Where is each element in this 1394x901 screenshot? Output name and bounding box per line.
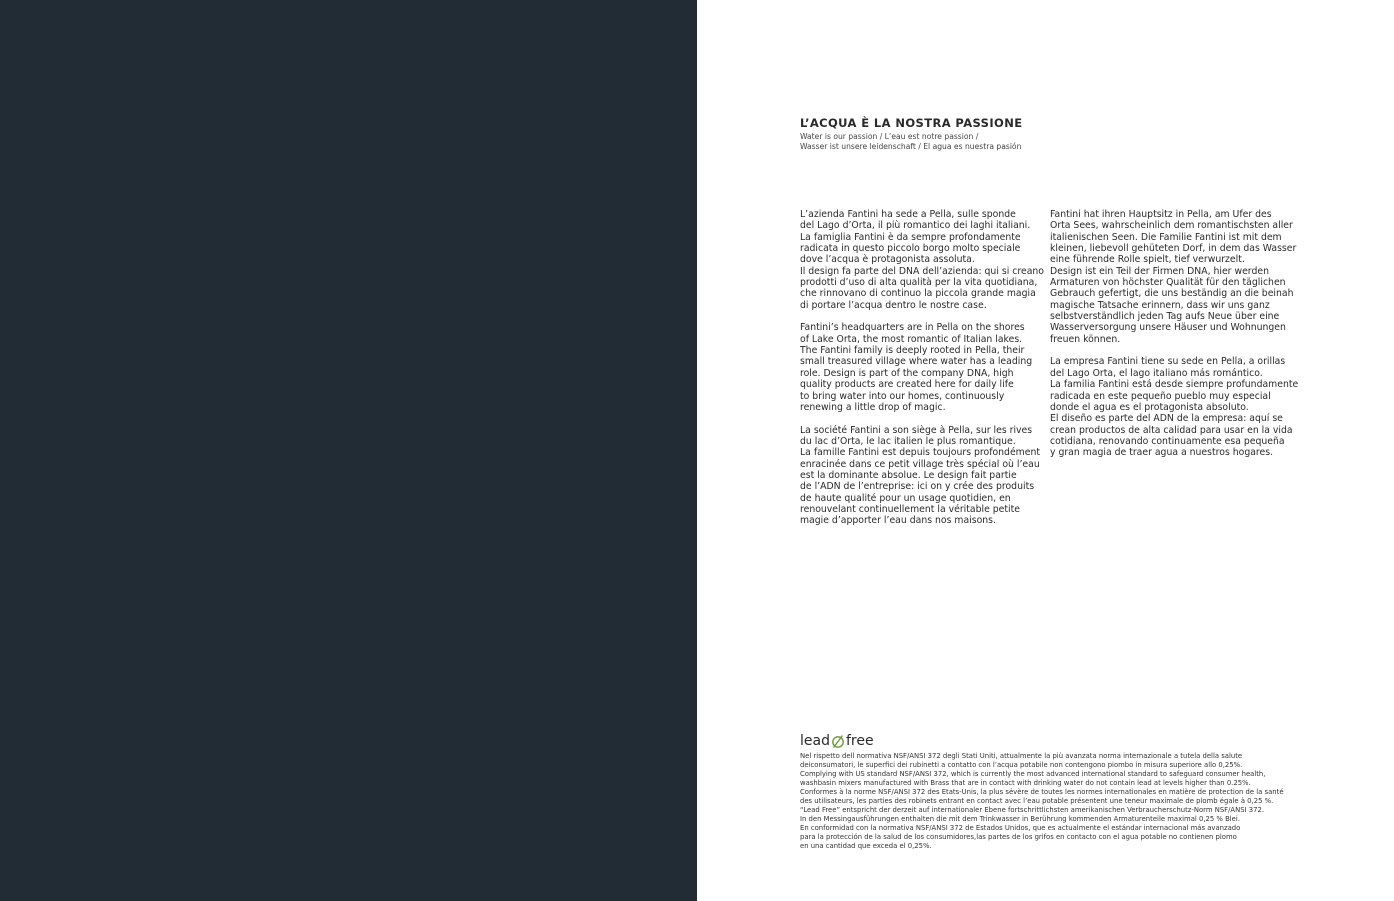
text-line: del Lago Orta, el lago italiano más romántico. [1050,367,1263,379]
text-line: crean productos de alta calidad para usar en la vida [1050,424,1293,436]
text-line: italienischen Seen. Die Familie Fantini ist mit dem [1050,231,1282,243]
text-column-right [1050,209,1299,470]
text-line: Fantini hat ihren Hauptsitz in Pella, am Ufer des [1050,209,1272,220]
subtitle-line: Wasser ist unsere leidenschaft / El agua es nuestra pasión [800,141,1022,151]
lead-free-logo [800,732,874,750]
paragraph [1050,209,1297,345]
text-line: La famiglia Fantini è da sempre profondamente [800,231,1021,243]
disclaimer-line: Complying with US standard NSF/ANSI 372, which is currently the most advanced international standard to safeguard consumer health, [800,770,1266,779]
text-line: L’azienda Fantini ha sede a Pella, sulle sponde [800,209,1016,220]
disclaimer-line: Conformes à la norme NSF/ANSI 372 des Etats-Unis, la plus sévère de toutes les normes internationales en matière de protection de la santé [800,788,1284,797]
text-line: prodotti d’uso di alta qualità per la vita quotidiana, [800,277,1038,289]
leaf-icon [831,733,845,749]
text-line: radicata in questo piccolo borgo molto speciale [800,243,1021,255]
text-line: magische Tatsache erinnern, dass wir uns ganz [1050,299,1270,311]
text-line: cotidiana, renovando continuamente esa pequeña [1050,435,1285,447]
text-column-left [800,209,1044,538]
disclaimer-line: “Lead Free” entspricht der derzeit auf internationaler Ebene fortschrittlichsten amerikanischen Verbraucherschutz-Norm NSF/ANSI 372. [800,806,1264,815]
lead-free-disclaimer [800,752,1284,852]
text-line: quality products are created here for daily life [800,379,1014,391]
text-line: del Lago d’Orta, il più romantico dei laghi italiani. [800,220,1031,232]
text-line: di portare l’acqua dentro le nostre case. [800,299,987,311]
text-line: Gebrauch gefertigt, die uns beständig an die beinah [1050,288,1294,300]
text-line: Wasserversorgung unsere Häuser und Wohnungen [1050,322,1286,334]
text-line: Design ist ein Teil der Firmen DNA, hier werden [1050,265,1269,277]
lead-free-logo-lead: lead [800,733,830,749]
text-line: La familia Fantini está desde siempre profundamente [1050,379,1299,391]
paragraph [800,322,1040,413]
paragraph [800,425,1040,527]
text-line: che rinnovano di continuo la piccola grande magia [800,288,1036,300]
text-line: du lac d’Orta, le lac italien le plus romantique. [800,435,1016,447]
page-title: L’ACQUA È LA NOSTRA PASSIONE [800,116,1023,130]
disclaimer-line: washbasin mixers manufactured with Brass that are in contact with drinking water do not contain lead at levels higher than 0.25%. [800,779,1251,788]
text-line: small treasured village where water has a leading [800,356,1033,368]
page-subtitle [800,132,1021,151]
text-line: Il design fa parte del DNA dell’azienda: qui si creano [800,265,1044,277]
text-line: magie d’apporter l’eau dans nos maisons. [800,515,996,527]
text-line: Orta Sees, wahrscheinlich dem romantischsten aller [1050,220,1293,232]
text-line: kleinen, liebevoll gehüteten Dorf, in dem das Wasser [1050,243,1297,255]
disclaimer-line: Nel rispetto dell normativa NSF/ANSI 372 degli Stati Uniti, attualmente la più avanzata norma internazionale a tutela della salute [800,752,1243,760]
text-line: selbstverständlich jeden Tag aufs Neue über eine [1050,311,1280,323]
text-line: of Lake Orta, the most romantic of Italian lakes. [800,333,1023,345]
text-line: de haute qualité pour un usage quotidien, en [800,492,1011,504]
text-line: donde el agua es el protagonista absoluto. [1050,401,1249,413]
disclaimer-line: des utilisateurs, les parties des robinets entrant en contact avec l’eau potable présentent une teneur maximale de plomb égale à 0,25 %. [800,797,1274,806]
text-line: La empresa Fantini tiene su sede en Pella, a orillas [1050,356,1286,368]
text-line: eine führende Rolle spielt, tief verwurzelt. [1050,254,1245,266]
text-line: enracinée dans ce petit village très spécial où l’eau [800,458,1040,470]
text-line: La famille Fantini est depuis toujours profondément [800,447,1040,459]
disclaimer-line: en una cantidad que exceda el 0,25%. [800,842,932,851]
text-line: renewing a little drop of magic. [800,401,946,413]
text-line: radicada en este pequeño pueblo muy especial [1050,390,1271,402]
text-line: Fantini’s headquarters are in Pella on the shores [800,322,1025,334]
disclaimer-line: In den Messingausführungen enthalten die mit dem Trinkwasser in Berührung kommenden Armaturenteile maximal 0,25 % Blei. [800,815,1240,824]
disclaimer-line: En conformidad con la normativa NSF/ANSI 372 de Estados Unidos, que es actualmente el estándar internacional más avanzado [800,824,1241,833]
text-line: role. Design is part of the company DNA, high [800,367,1014,379]
text-line: renouvelant continuellement la véritable petite [800,503,1020,515]
text-line: The Fantini family is deeply rooted in Pella, their [800,345,1025,357]
disclaimer-line: deiconsumatori, le superfici dei rubinetti a contatto con l’acqua potabile non contengono piombo in misura superiore allo 0,25%. [800,761,1243,770]
lead-free-logo-free: free [845,733,874,749]
text-line: freuen können. [1050,333,1121,345]
text-line: Armaturen von höchster Qualität für den täglichen [1050,277,1286,289]
text-line: to bring water into our homes, continuously [800,390,1005,402]
text-line: La société Fantini a son siège à Pella, sur les rives [800,424,1033,436]
subtitle-line: Water is our passion / L’eau est notre passion / [800,132,979,141]
text-line: est la dominante absolue. Le design fait partie [800,469,1017,481]
text-line: dove l’acqua è protagonista assoluta. [800,254,975,266]
text-line: y gran magia de traer agua a nuestros hogares. [1050,447,1274,459]
paragraph [800,209,1044,311]
text-line: de l’ADN de l’entreprise: ici on y crée des produits [800,481,1035,493]
text-line: El diseño es parte del ADN de la empresa: aquí se [1050,413,1283,425]
paragraph [1050,356,1299,459]
disclaimer-line: para la protección de la salud de los consumidores,las partes de los grifos en contacto con el agua potable no contienen plomo [800,833,1237,842]
